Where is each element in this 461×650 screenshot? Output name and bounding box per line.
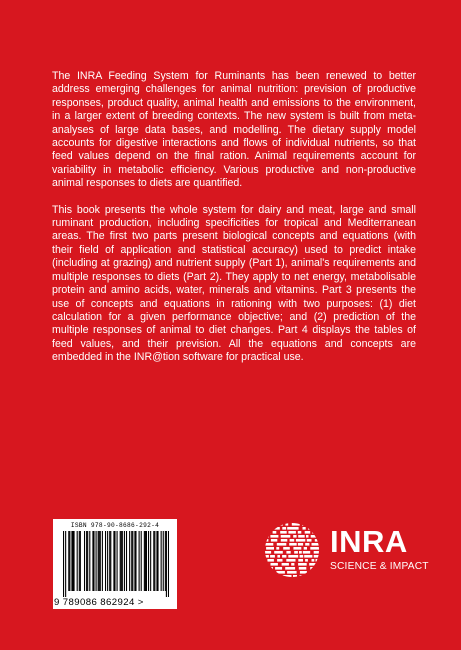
barcode-bar [63, 531, 64, 597]
logo-mark-dash [323, 535, 325, 538]
logo-mark-dash [285, 523, 288, 526]
barcode-bar [110, 531, 111, 591]
logo-mark-dash [314, 551, 324, 554]
logo-mark-dash [288, 555, 298, 558]
barcode-bar [154, 531, 155, 591]
barcode-bar [166, 531, 167, 597]
barcode-bar [79, 531, 80, 591]
logo-mark-dash [273, 531, 277, 534]
logo-mark-dash [309, 571, 320, 574]
logo-mark-dash [300, 575, 305, 578]
logo-mark-dash [298, 559, 303, 562]
logo-mark-dash [277, 559, 282, 562]
logo-mark-dash [283, 547, 290, 550]
barcode-bar [121, 531, 122, 591]
barcode-bar [98, 531, 99, 591]
logo-mark-dash [293, 535, 296, 538]
barcode-bar [122, 531, 123, 591]
logo-mark-dash [293, 575, 297, 578]
logo-mark-dash [305, 559, 308, 562]
barcode-bar [86, 531, 87, 591]
logo-mark-dash [285, 567, 295, 570]
barcode-bar [157, 531, 158, 591]
logo-mark-dash [299, 551, 302, 554]
barcode-bar [87, 531, 88, 591]
logo-mark-dash [306, 575, 318, 578]
logo-mark-dash [283, 575, 292, 578]
logo-mark-dash [300, 571, 307, 574]
logo-mark-dash [262, 571, 274, 574]
logo-mark-dash [303, 527, 306, 530]
blurb-paragraph-1: The INRA Feeding System for Ruminants has been renewed to better address emerging challenges for animal nutrition: prevision of productive responses, product quality, animal health and emissions to the environment, in a larger extent of breeding contexts. The new system is built from meta-analyses of large data bases, and modelling. The dietary supply model accounts for digestive interactions and flows of individual nutrients, so that feed values depend on the final ration. Animal requirements account for variability in metabolic efficiency. Various productive and non-productive animal responses to diets are quantified. [52, 70, 416, 190]
logo-mark-dash [282, 527, 286, 530]
barcode-bar [102, 531, 103, 591]
barcode-bar [148, 531, 149, 591]
barcode-bar [72, 531, 73, 591]
logo-mark-dash [305, 543, 309, 546]
logo-mark-dash [293, 547, 301, 550]
logo-mark-dash [311, 535, 320, 538]
logo-mark-dash [309, 563, 320, 566]
logo-mark-dash [306, 535, 309, 538]
logo-mark-dash [272, 527, 280, 530]
blurb-paragraph-2: This book presents the whole system for dairy and meat, large and small ruminant production, including specificities for tropical and Mediterranean areas. The first two parts present biological concepts and equations (with their field of application and statistical accuracy) used to predict intake (including at grazing) and nutrient supply (Part 1), animal's requirements and multiple responses to diets (Part 2). They apply to net energy, metabolisable protein and amino acids, water, minerals and vitamins. Part 3 presents the use of concepts and equations in rationing with two purposes: (1) diet calculation for a given performance objective; and (2) prediction of the multiple responses of animal to diet changes. Part 4 displays the tables of feed values, and their prevision. All the equations and concepts are embedded in the INR@tion software for practical use. [52, 203, 416, 364]
logo-mark-dash [274, 551, 283, 554]
barcode-bar [80, 531, 81, 591]
logo-mark-dash [289, 543, 297, 546]
logo-mark-dash [262, 535, 269, 538]
logo-mark-dash [275, 567, 282, 570]
logo-mark-dash [310, 547, 321, 550]
barcode-bar [146, 531, 147, 591]
barcode-bar [74, 531, 75, 591]
logo-mark-dash [320, 575, 322, 578]
logo-mark-dash [270, 555, 275, 558]
barcode-bar [153, 531, 154, 591]
logo-mark-dash [314, 555, 320, 558]
barcode-bar [139, 531, 140, 591]
logo-mark-dash [270, 535, 278, 538]
logo-mark-dash [287, 527, 298, 530]
logo-mark-dash [298, 543, 303, 546]
barcode-bar [144, 531, 145, 591]
logo-mark-dash [310, 567, 318, 570]
barcode-bar [124, 531, 125, 591]
barcode-bar [120, 531, 121, 591]
isbn-digits: 9 789086 862924 > [54, 597, 144, 608]
barcode-bar [65, 531, 66, 597]
logo-mark-dash [277, 543, 287, 546]
logo-mark-dash [276, 571, 285, 574]
logo-mark-dash [282, 555, 286, 558]
back-cover-blurb [52, 70, 416, 378]
logo-mark-dash [262, 527, 271, 530]
logo-mark-dash [280, 531, 287, 534]
logo-tagline: SCIENCE & IMPACT [330, 561, 429, 572]
logo-mark-dash [323, 571, 324, 574]
logo-mark-dash [298, 563, 307, 566]
logo-mark-dash [277, 523, 283, 526]
barcode-bar [168, 531, 169, 597]
logo-mark-dash [271, 563, 278, 566]
inra-logo-mark-icon [262, 521, 324, 579]
logo-mark-dash [319, 531, 323, 534]
barcode-bar [117, 531, 118, 591]
logo-wordmark: INRA [330, 524, 408, 559]
barcode-bar [69, 531, 70, 591]
barcode-bar [141, 531, 142, 591]
isbn-barcode [53, 519, 177, 609]
logo-mark-dash [321, 527, 324, 530]
barcode-bar [100, 531, 101, 591]
barcode-bar [68, 531, 69, 591]
barcode-bars [63, 531, 169, 597]
barcode-bar [165, 531, 166, 591]
logo-mark-dash [273, 575, 282, 578]
logo-mark-dash [292, 523, 300, 526]
logo-mark-dash [282, 563, 289, 566]
barcode-bar [107, 531, 108, 591]
logo-mark-dash [316, 559, 320, 562]
logo-mark-dash [272, 523, 275, 526]
inra-logo [262, 521, 429, 591]
barcode-bar [129, 531, 130, 591]
barcode-bar [99, 531, 100, 591]
logo-mark-dash [323, 563, 324, 566]
barcode-bar [109, 531, 110, 591]
logo-mark-dash [323, 547, 324, 550]
logo-mark-dash [286, 551, 290, 554]
barcode-bar [135, 531, 136, 591]
barcode-bar [126, 531, 127, 591]
logo-mark-dash [307, 539, 312, 542]
logo-mark-dash [312, 531, 315, 534]
logo-mark-dash [305, 531, 311, 534]
barcode-bar [156, 531, 157, 591]
logo-mark-dash [277, 555, 280, 558]
logo-mark-dash [288, 531, 296, 534]
logo-mark-dash [267, 559, 274, 562]
barcode-bar [93, 531, 94, 591]
barcode-bar [134, 531, 135, 591]
logo-mark-dash [304, 555, 312, 558]
logo-mark-dash [262, 567, 273, 570]
logo-mark-dash [300, 555, 304, 558]
logo-mark-dash [304, 547, 307, 550]
logo-mark-dash [315, 539, 324, 542]
logo-mark-dash [262, 575, 269, 578]
logo-mark-dash [262, 531, 271, 534]
barcode-bar [114, 531, 115, 591]
logo-mark-dash [291, 563, 294, 566]
logo-mark-dash [312, 559, 315, 562]
logo-mark-dash [303, 551, 310, 554]
logo-mark-dash [262, 551, 271, 554]
logo-mark-dash [310, 523, 319, 526]
logo-mark-dash [281, 539, 288, 542]
logo-mark-dash [266, 547, 274, 550]
logo-mark-dash [299, 567, 307, 570]
barcode-bar [92, 531, 93, 591]
logo-mark-dash [262, 543, 273, 546]
logo-mark-dash [321, 559, 323, 562]
logo-mark-dash [320, 523, 324, 526]
barcode-bar [71, 531, 72, 591]
logo-mark-dash [302, 523, 307, 526]
logo-mark-dash [262, 563, 268, 566]
logo-mark-dash [262, 555, 269, 558]
logo-mark-dash [290, 539, 295, 542]
logo-mark-dash [308, 527, 320, 530]
logo-mark-dash [276, 547, 279, 550]
logo-mark-dash [322, 567, 324, 570]
logo-mark-dash [286, 559, 295, 562]
logo-mark-dash [262, 559, 264, 562]
logo-mark-dash [262, 523, 269, 526]
barcode-bar [150, 531, 151, 591]
isbn-label: ISBN 978-90-8686-292-4 [70, 522, 160, 529]
barcode-bar [105, 531, 106, 591]
logo-mark-dash [262, 547, 264, 550]
barcode-bar [96, 531, 97, 591]
logo-mark-dash [271, 539, 277, 542]
barcode-bar [84, 531, 85, 591]
barcode-bar [131, 531, 132, 591]
logo-mark-dash [294, 551, 298, 554]
barcode-bar [163, 531, 164, 591]
logo-mark-dash [298, 531, 302, 534]
barcode-bar [145, 531, 146, 591]
barcode-bar [89, 531, 90, 591]
logo-mark-dash [281, 535, 291, 538]
barcode-bar [132, 531, 133, 591]
logo-mark-dash [287, 571, 297, 574]
logo-mark-dash [298, 535, 305, 538]
barcode-bar [77, 531, 78, 591]
barcode-bar [161, 531, 162, 591]
logo-mark-dash [312, 543, 321, 546]
logo-mark-dash [262, 539, 268, 542]
logo-mark-dash [296, 539, 305, 542]
barcode-bar [113, 531, 114, 591]
logo-mark-dash [321, 555, 324, 558]
